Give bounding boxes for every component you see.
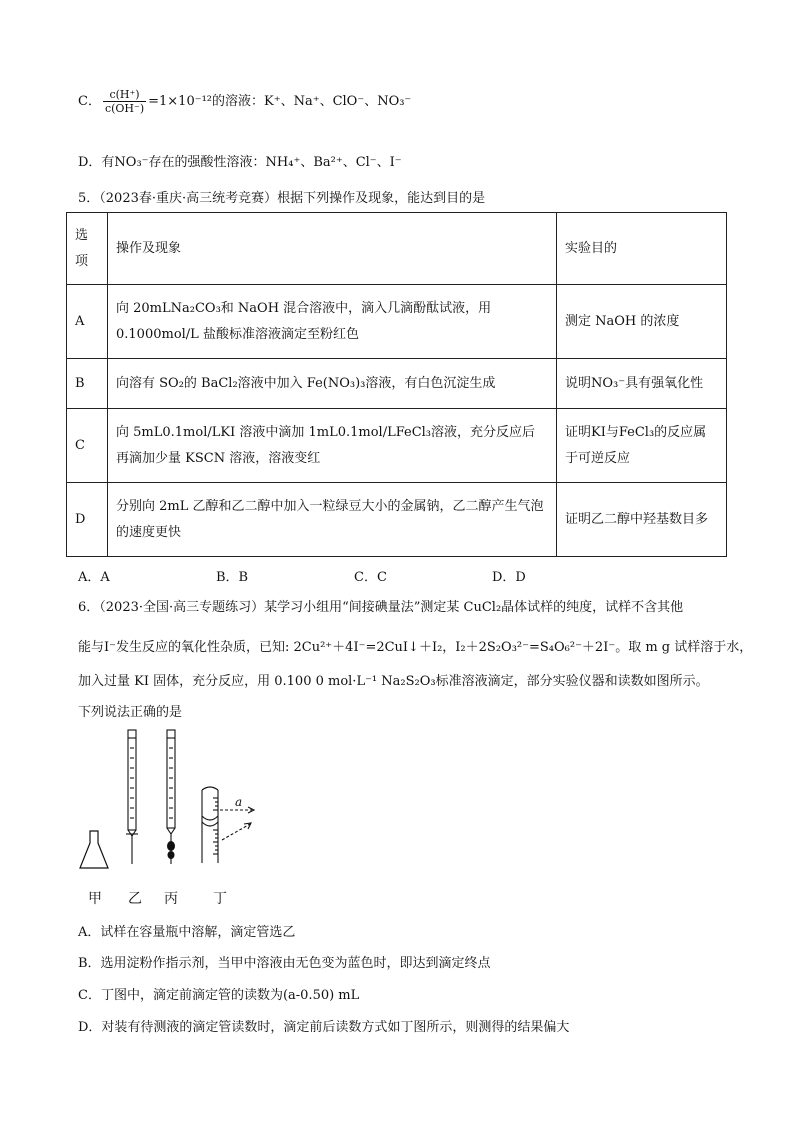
q6-option-a[interactable]: A．试样在容量瓶中溶解，滴定管选乙 (78, 925, 296, 940)
q5-choices (78, 566, 630, 585)
q6-option-b[interactable]: B．选用淀粉作指示剂，当甲中溶液由无色变为蓝色时，即达到滴定终点 (78, 956, 491, 971)
q4-option-d: D．有NO₃⁻存在的强酸性溶液：NH₄⁺、Ba²⁺、Cl⁻、I⁻ (78, 155, 402, 170)
q4-option-c: C． $\frac{c(H^+)}{c(OH^-)}$ =1×10⁻¹²的溶液：K⁺、Na⁺、ClO⁻、NO₃⁻ (78, 88, 412, 115)
row-option: C (67, 409, 108, 483)
table-row (67, 285, 727, 359)
q6-option-c[interactable]: C．丁图中，滴定前滴定管的读数为(a-0.50) mL (78, 988, 360, 1003)
choice-a[interactable]: A．A (78, 570, 110, 585)
choice-b[interactable]: B．B (216, 570, 249, 585)
q6-option-d[interactable]: D．对装有待测液的滴定管读数时，滴定前后读数方式如丁图所示，则测得的结果偏大 (78, 1020, 570, 1035)
row-action: 向 5mL0.1mol/LKI 溶液中滴加 1mL0.1mol/LFeCl₃溶液，充分反应后再滴加少量 KSCN 溶液，溶液变红 (108, 409, 557, 483)
fig-label-jia: 甲 (88, 891, 102, 907)
reading-label-a: a (235, 795, 243, 809)
acid-burette-icon (126, 730, 138, 864)
table-row (67, 359, 727, 409)
header-purpose: 实验目的 (557, 213, 727, 285)
row-purpose: 测定 NaOH 的浓度 (557, 285, 727, 359)
row-option: A (67, 285, 108, 359)
choice-d[interactable]: D．D (492, 570, 526, 585)
q6-stem-line4: 下列说法正确的是 (78, 705, 183, 720)
glass-bead-icon (167, 841, 175, 851)
q5-table (66, 212, 727, 557)
q6-stem-line3: 加入过量 KI 固体，充分反应，用 0.100 0 mol·L⁻¹ Na₂S₂O₃标准溶液滴定，部分实验仪器和读数如图所示。 (78, 674, 709, 689)
fig-label-bing: 丙 (164, 891, 178, 907)
ratio-fraction: $\frac{c(H^+)}{c(OH^-)}$ (104, 88, 145, 115)
row-purpose: 证明KI与FeCl₃的反应属于可逆反应 (557, 409, 727, 483)
q5-stem: 5．（2023春·重庆·高三统考竞赛）根据下列操作及现象，能达到目的是 (78, 191, 486, 206)
table-row (67, 483, 727, 557)
header-option: 选项 (67, 213, 108, 285)
glass-bead-icon (168, 851, 175, 859)
conical-flask-icon (80, 831, 108, 868)
choice-c[interactable]: C．C (354, 570, 387, 585)
table-row (67, 409, 727, 483)
header-action: 操作及现象 (108, 213, 557, 285)
fig-label-ding: 丁 (213, 891, 227, 907)
table-header-row (67, 213, 727, 285)
q6-stem-line2: 能与I⁻发生反应的氧化性杂质，已知: 2Cu²⁺＋4I⁻=2CuI↓＋I₂，I₂＋2S₂O₃²⁻=S₄O₆²⁻＋2I⁻。取 m g 试样溶于水， (78, 640, 753, 655)
row-purpose: 证明乙二醇中羟基数目多 (557, 483, 727, 557)
row-action: 向溶有 SO₂的 BaCl₂溶液中加入 Fe(NO₃)₃溶液，有白色沉淀生成 (108, 359, 557, 409)
row-action: 分别向 2mL 乙醇和乙二醇中加入一粒绿豆大小的金属钠，乙二醇产生气泡的速度更快 (108, 483, 557, 557)
row-option: D (67, 483, 108, 557)
q6-stem-line1: 6．（2023·全国·高三专题练习）某学习小组用“间接碘量法”测定某 CuCl₂晶体试样的纯度，试样不含其他 (78, 600, 684, 615)
titration-apparatus-figure (70, 728, 290, 913)
row-option: B (67, 359, 108, 409)
row-purpose: 说明NO₃⁻具有强氧化性 (557, 359, 727, 409)
row-action: 向 20mLNa₂CO₃和 NaOH 混合溶液中，滴入几滴酚酞试液，用 0.1000mol/L 盐酸标准溶液滴定至粉红色 (108, 285, 557, 359)
burette-reading-detail-icon (202, 787, 254, 863)
fig-label-yi: 乙 (128, 891, 142, 907)
